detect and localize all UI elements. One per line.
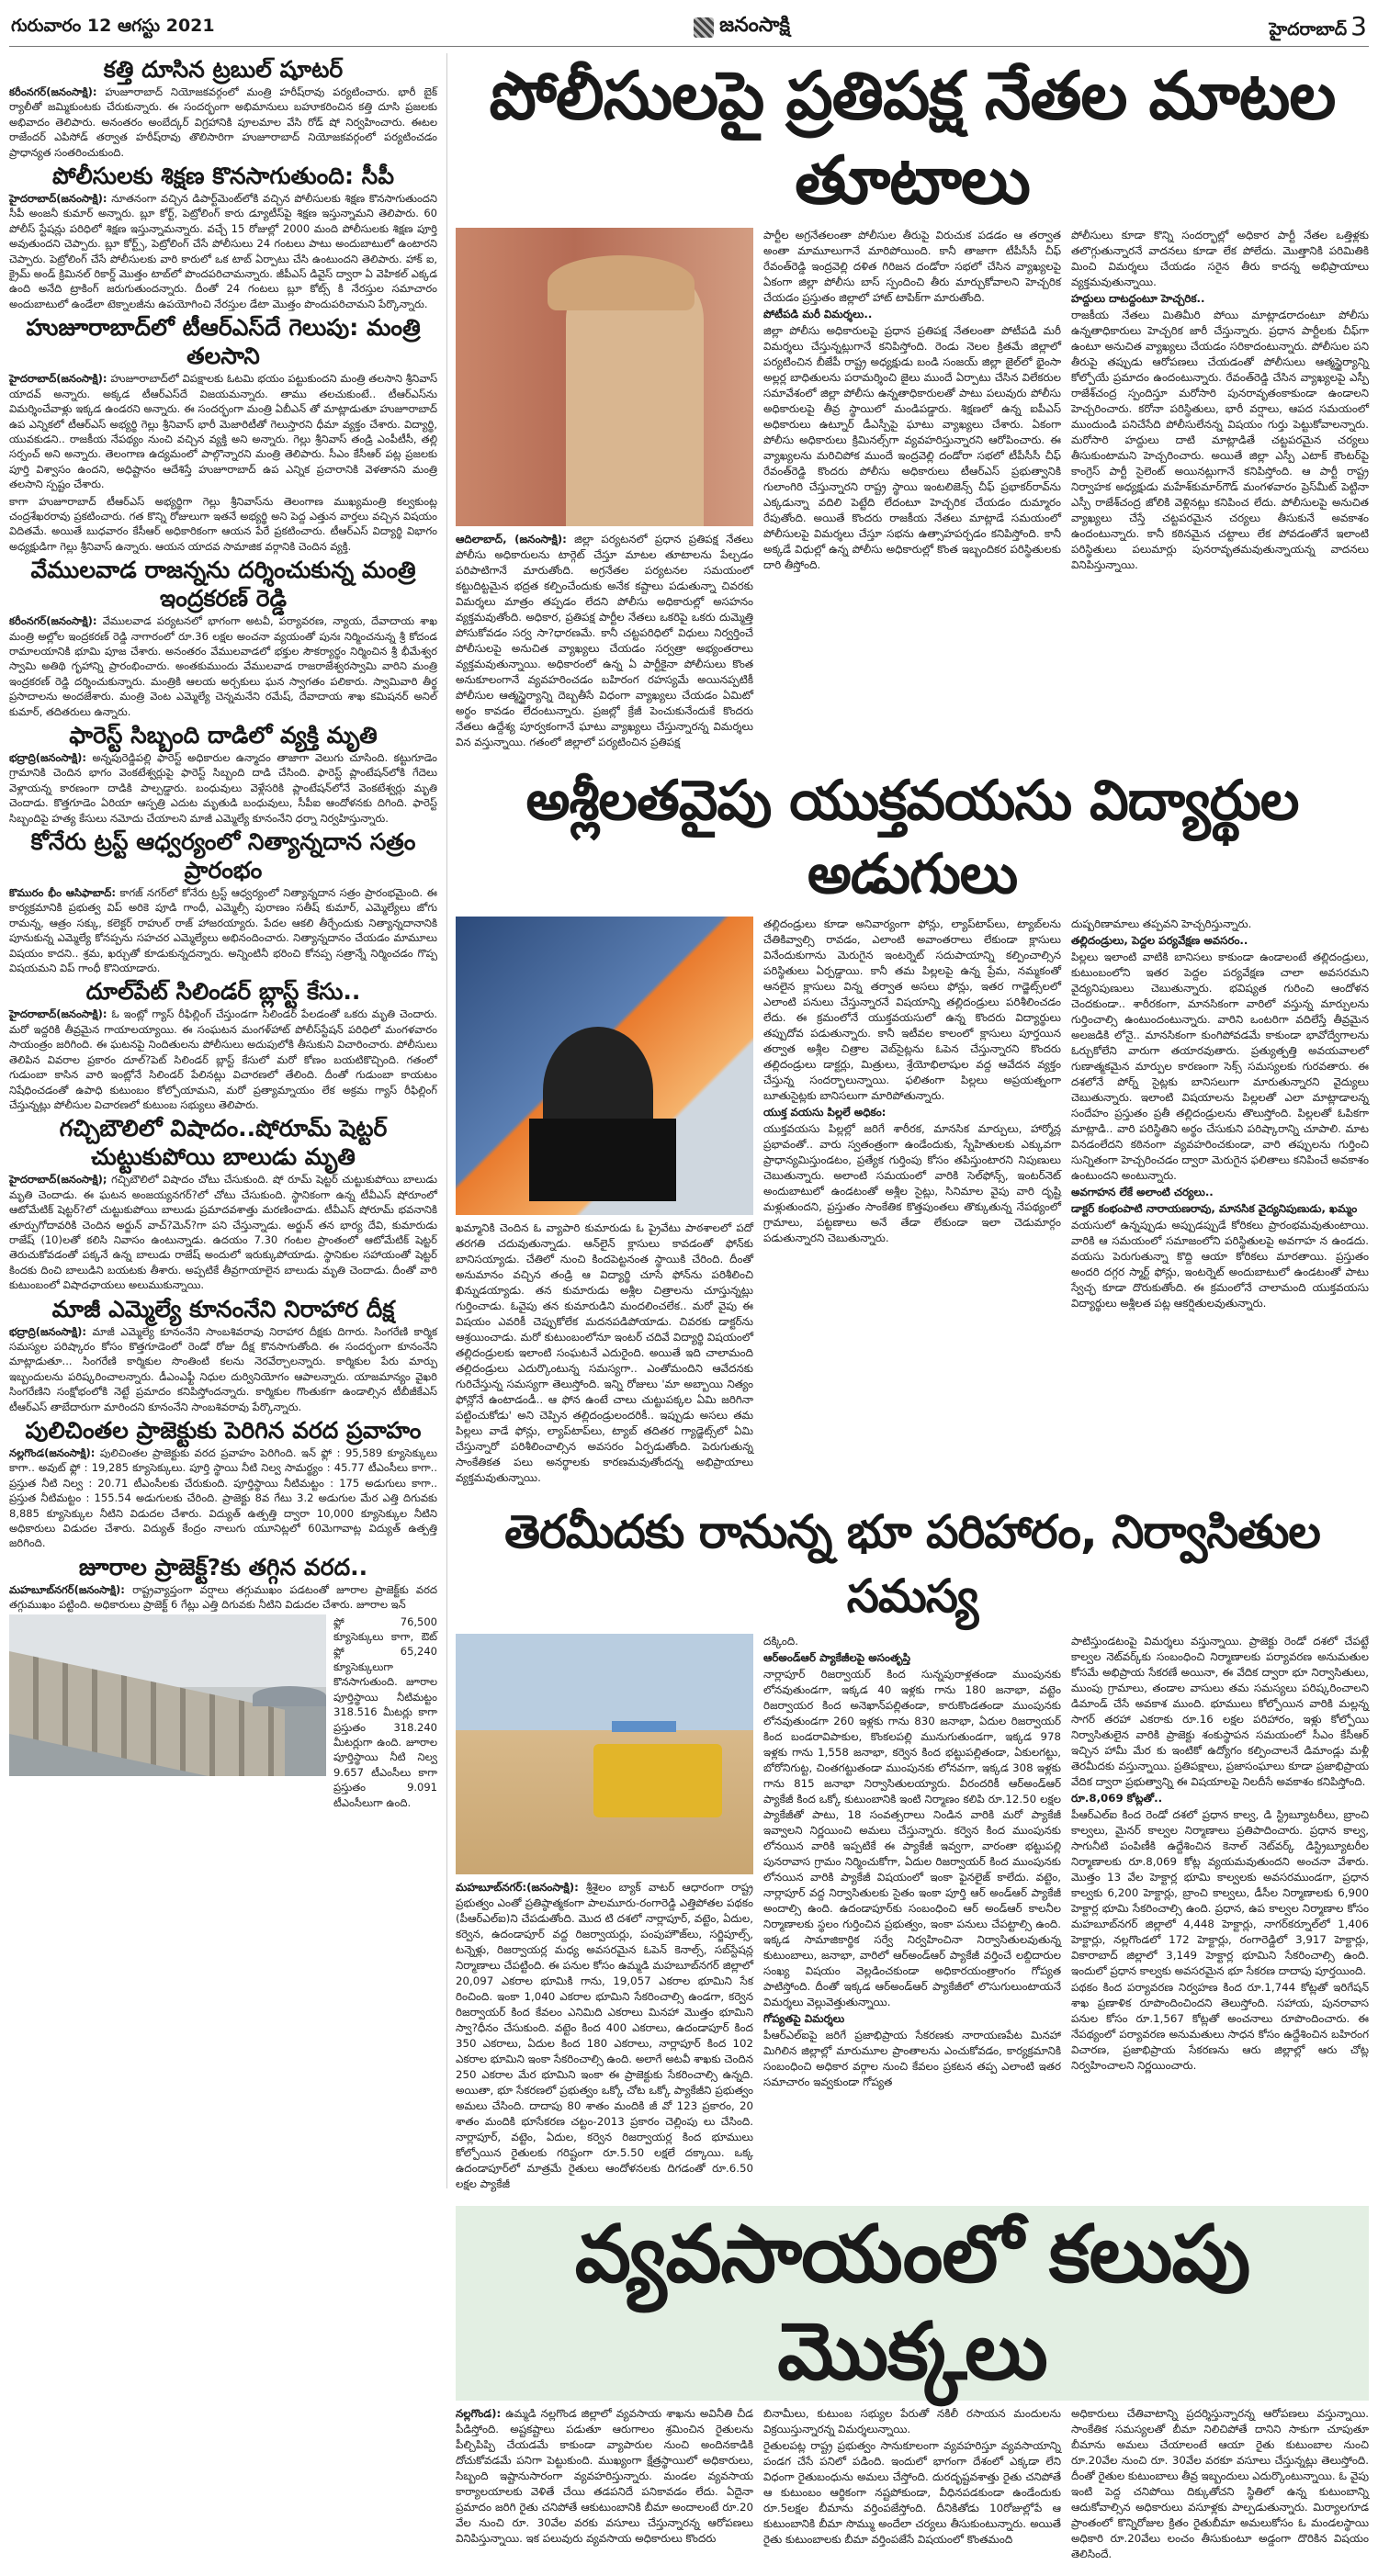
text-column xyxy=(1071,917,1369,1487)
body-text: వేములవాడ పర్యటనలో భాగంగా అటవీ, పర్యావరణ, న్యాయ, దేవాదాయ శాఖ మంత్రి అల్లోల ఇంద్రకరణ్ రెడ్డి నాగారంలో రూ.36 లక్షల అంచనా వ్యయంతో పునః నిర్మించనున్న శ్రీ కోదండ రామాలయానికి భూమి పూజ చేశారు. అనంతరం వేములవాడలో భక్తుల సౌకర్యార్థం నిర్మించిన శ్రీ భీమేశ్వర స్వామి అతిథి గృహాన్ని ప్రారంభించారు. అంతకుముందు వేములవాడ రాజరాజేశ్వరస్వామి వారిని మంత్రి ఇంద్రకరణ్ రెడ్డి దర్శించుకున్నారు. మంత్రికి ఆలయ అర్చకులు ఘన స్వాగతం పలికారు. స్వామివారి తీర్థ ప్రసాదాలను అందజేశారు. మంత్రి వెంట ఎమ్మెల్యే చెన్నమనేని రమేష్, దేవాదాయ శాఖ కమిషనర్ అనిల్ కుమార్, తదితరులు ఉన్నారు. xyxy=(9,614,437,718)
logo-icon xyxy=(694,17,714,38)
article-body xyxy=(9,1445,437,1551)
article-paragraph: జిల్లా పోలీసు అధికారులపై ప్రధాన ప్రతిపక్ష నేతలంతా పోటీపడి మరీ విమర్శలు చేస్తున్నట్లుగానే కనిపిస్తోంది. రెండు నెలల క్రితమే జిల్లాలో పర్యటించిన బీజేపీ రాష్ట్ర అధ్యక్షుడు బండి సంజయ్ జిల్లా జైల్‌లో భైంసా అల్లర్ల బాధితులను పరామర్శించి జైలు ముందే ఏర్పాటు చేసిన విలేకరుల సమావేశంలో జిల్లా పోలీసు ఉన్నతాధికారులతో పాటు పలువురు పోలీసు అధికారులపై తీవ్ర స్థాయిలో మండిపడ్డారు. శిక్షణలో ఉన్న ఐపీఎస్ అధికారులు ఉట్నూర్ డీఎస్పీపై ఘాటు వ్యాఖ్యలు చేశారు. ఏకంగా పోలీసు అధికారులు క్రిమినల్స్‌గా వ్యవహరిస్తున్నారని ఆరోపించారు. ఈ వ్యాఖ్యలను మరిచిపోక ముందే ఇంద్రవెల్లి దండోరా సభలో టీపీసీసీ చీఫ్ రేవంత్‌రెడ్డి కొందరు పోలీసు అధికారులు టీఆర్ఎస్ ప్రభుత్వానికి గులాంగిరి చేస్తున్నారని రాష్ట్ర స్థాయి ఇంటలిజెన్స్ చీఫ్ ప్రభాకర్‌రావ్‌ను ఎక్కడున్నా వదిలి పెట్టేది లేదంటూ హెచ్చరిక చేయడం దుమ్మారం రేపుతోంది. అయితే కొందరు రాజకీయ నేతలు మాట్లాడే సమయంలో పోలీసులపై విమర్శలు చేస్తూ సభను ఉత్సాహపర్చడం కనిపిస్తోంది. కానీ అక్కడే విధుల్లో ఉన్న పోలీసు అధికారుల్లో కొంత ఇబ్బందికర పరిస్థితులకు దారి తీస్తోంది. xyxy=(763,324,1061,571)
dateline: హైదరాబాద్(జనంసాక్షి): xyxy=(9,372,107,386)
article-paragraph xyxy=(1071,291,1369,307)
article-paragraph xyxy=(763,1650,1061,1666)
article-body xyxy=(9,1582,437,1613)
column-divider xyxy=(446,53,447,2188)
subheading: ఆర్అండ్ఆర్ ప్యాకేజీలపై అసంతృప్తి xyxy=(763,1651,911,1664)
text-column xyxy=(1071,2406,1369,2563)
body-text: పులిచింతల ప్రాజెక్టుకు వరద ప్రవాహం పెరిగింది. ఇన్ ఫ్లో : 95,589 క్యూసెక్కులు కాగా.. అవుట్ ఫ్లో : 19,285 క్యూసెక్కులు. పూర్తి స్థాయి నీటి నిల్వ సామర్థ్యం : 45.77 టీఎంసీలు కాగా.. ప్రస్తుత నీటి నిల్వ : 20.71 టీఎంసీలకు చేరుకుంది. పూర్తిస్థాయి నీటిమట్టం : 175 అడుగులు కాగా.. ప్రస్తుత నీటిమట్టం : 155.54 అడుగులకు చేరింది. ప్రాజెక్టు 8వ గేటు 3.2 అడుగుల మేర ఎత్తి దిగువకు 8,885 క్యూసెక్కుల నీటిని విడుదల చేశారు. విద్యుత్ ఉత్పత్తి ద్వారా 10,000 క్యూసెక్కుల నీటిని అధికారులు విడుదల చేశారు. విద్యుత్ కేంద్రం నాలుగు యూనిట్లలో 60మెగావాట్ల విద్యుత్ ఉత్పత్తి జరిగింది. xyxy=(9,1446,438,1550)
subheading: తల్లిదండ్రులు, పెద్దల పర్యవేక్షణ అవసరం.. xyxy=(1071,934,1248,947)
article-photo xyxy=(456,1634,753,1874)
article-photo xyxy=(456,917,753,1215)
body-text: కాగా హుజూరాబాద్ టీఆర్ఎస్ అభ్యర్థిగా గెల్లు శ్రీనివాస్‌ను తెలంగాణ ముఖ్యమంత్రి కల్వకుంట్ల చంద్రశేఖరరావు ప్రకటించారు. గత కొన్ని రోజులుగా ఇతనే అభ్యర్థి అని పెద్ద ఎత్తున వార్తలు వచ్చిన విషయం విదితమే. అయితే బుధవారం కేసీఆర్ అధికారికంగా ఆయన పేరే ప్రకటించారు. టీఆర్ఎస్ విద్యార్థి విభాగం అధ్యక్షుడిగా గెల్లు శ్రీనివాస్ ఉన్నారు. ఆయన యాదవ సామాజిక వర్గానికి చెందిన వ్యక్తి. xyxy=(9,494,437,553)
article-headline: పోలీసులకు శిక్షణ కొనసాగుతుంది: సీపీ xyxy=(52,163,394,190)
headline: తెరమీదకు రానున్న భూ పరిహారం, నిర్వాసితుల సమస్య xyxy=(504,1505,1320,1623)
subheading: గోప్యతపై విమర్శలు xyxy=(763,2012,845,2025)
article-paragraph xyxy=(763,1105,1061,1120)
page-number: 3 xyxy=(1350,11,1367,41)
masthead-logo: జనంసాక్షి xyxy=(694,14,790,41)
article-body xyxy=(9,1172,437,1292)
article-body xyxy=(9,84,437,160)
article-body xyxy=(9,371,437,491)
body-text: హుజూరాబాద్ నియోజకవర్గంలో మంత్రి హరీష్‌రావు పర్యటించారు. భారీ బైక్ ర్యాలీతో జమ్మికుంటకు చేరుకున్నారు. ఈ సందర్భంగా అభిమానులు బహూకరించిన కత్తి దూసి ప్రజలకు అభివాదం తెలిపారు. అనంతరం అంబేద్కర్ విగ్రహానికి పూలమాల వేసి రోడ్ షో నిర్వహించారు. ఈటల రాజేందర్ ఎపిసోడ్ తర్వాత హరీష్‌రావు తొలిసారిగా హుజూరాబాద్ నియోజకవర్గంలో పర్యటించడం ప్రాధాన్యత సంతరించుకుంది. xyxy=(9,85,438,159)
article-headline: కోనేరు ట్రస్ట్ ఆధ్వర్యంలో నిత్యాన్నదాన సత్రం ప్రారంభం xyxy=(30,828,416,884)
article-paragraph: దుష్పరిణామాలు తప్పవని హెచ్చరిస్తున్నారు. xyxy=(1071,917,1252,930)
article-paragraph: నల్లగొండ): ఉమ్మడి నల్లగొండ జిల్లాలో వ్యవసాయ శాఖను అవినీతి చీడ పీడిస్తోంది. అష్టకష్టాలు పడుతూ ఆరుగాలం శ్రమించిన రైతులను పీల్చిపిప్పి చేయడమే కాకుండా వ్యాపారుల నుంచి అందినకాడికి దోచుకోవడమే పనిగా పెట్టుకుంది. ముఖ్యంగా క్షేత్రస్థాయిలో అధికారులు, సిబ్బంది ఇష్టానుసారంగా వ్యవహరిస్తున్నారు. మండల వ్యవసాయ కార్యాలయాలకు వెళితే చేయి తడపనిదే పనికావడం లేదు. ఏదైనా ప్రమాదం జరిగి రైతు చనిపోతే ఆకుటుంబానికి బీమా అందాలంటే రూ.20 వేల నుంచి రూ. 30వేల వరకు వసూలు చేస్తున్నారన్న ఆరోపణలు వినిపిస్తున్నాయి. ఇక పలువురు వ్యవసాయ అధికారులు కొందరు xyxy=(456,2407,753,2545)
article-body xyxy=(9,494,437,555)
article-paragraph xyxy=(1071,1201,1369,1217)
article-body xyxy=(9,1324,437,1414)
article-body xyxy=(9,750,437,826)
article-paragraph: బినామీలు, కుటుంబ సభ్యుల పేరుతో నకిలీ రసాయన మందులను విక్రయిస్తున్నారన్న విమర్శలున్నాయి. xyxy=(763,2407,1061,2435)
subheading: మహబూబ్‌నగర్:(జనంసాక్షి): xyxy=(456,1881,579,1894)
article-paragraph: పీఆర్ఎల్ఐ కింద రెండో దశలో ప్రధాన కాల్వ, డి స్ట్రిబ్యూటరీలు, బ్రాంచి కాల్వలు, మైనర్ కాల్వల నిర్మాణాలు ప్రతిపాదించారు. ప్రధాన కాల్వ, సాగునీటి పంపిణీకి ఉద్దేశించిన కెనాల్ నెట్‌వర్క్ డిస్ట్రిబ్యూటరీల నిర్మాణాలకు రూ.8,069 కోట్ల వ్యయమవుతుందని అంచనా వేశారు. మొత్తం 13 వేల హెక్టార్ల భూమి కాల్వలకు అవసరముండగా, ప్రధాన కాల్వకు 6,200 హెక్టార్లు, బ్రాంచి కాల్వలు, డీసీల నిర్మాణాలకు 6,900 హెక్టార్ల భూమి సేకరించాల్సి ఉంది. ప్రధాన, ఉప కాల్వల నిర్మాణాల కోసం మహబూబ్‌నగర్ జిల్లాలో 4,448 హెక్టార్లు, నాగర్‌కర్నూల్‌లో 1,406 హెక్టార్లు, నల్లగొండలో 172 హెక్టార్లు, రంగారెడ్డిలో 3,917 హెక్టార్లు, వికారాబాద్ జిల్లాలో 3,149 హెక్టార్ల భూమిని సేకరించాల్సి ఉంది. ఇందులో ప్రధాన కాల్వకు అవసరమైన భూ సేకరణ దాదాపు పూర్తయింది. xyxy=(1071,1808,1369,1977)
subheading: డాక్టర్ కంభంపాటి నారాయణరావు, మానసిక వైద్యనిపుణుడు, ఖమ్మం xyxy=(1071,1202,1358,1215)
article-paragraph: ఖమ్మానికి చెందిన ఓ వ్యాపారి కుమారుడు ఓ ప్రైవేటు పాఠశాలలో పదో తరగతి చదువుతున్నాడు. ఆన్‌లైన్ క్లాసులు కావడంతో ఫోన్‌కు బానిసయ్యాడు. చేతిలో నుంచి కిందపెట్టనంత స్థాయికి చేరింది. దీంతో అనుమానం వచ్చిన తండ్రి ఆ విద్యార్థి చూసే ఫోన్‌ను పరిశీలించి ఖిన్నుడయ్యాడు. తన కుమారుడు అశ్లీల చిత్రాలను చూస్తున్నట్లు గుర్తించాడు. ఓవైపు తన కుమారుడిని మందలించలేక.. మరో వైపు ఈ విషయం ఎవరికీ చెప్పుకోలేక మదనపడిపోయాడు. చివరకు డాక్టర్‌ను ఆశ్రయించాడు. మరో కుటుంబంలోనూ ఇంటర్ చదివే విద్యార్థి విషయంలో తల్లిదండ్రులకు ఇలాంటి సంఘటనే ఎదురైంది. అయితే ఇది చాలామంది తల్లిదండ్రులు ఎదుర్కొంటున్న సమస్యగా.. ఎంతోమందిని ఆవేదనకు గురిచేస్తున్న సమస్యగా తెలుస్తోంది. ఇన్ని రోజులు 'మా అబ్బాయి నిత్యం ఫోన్లోనే ఉంటాడండీ.. ఆ ఫోన ఉంటే చాలు చుట్టుపక్కల ఏమి జరిగినా పట్టించుకోడు' అని చెప్పిన తల్లిదండ్రులందరికీ.. ఇప్పుడు అసలు తమ పిల్లలు వాడే ఫోన్లు, ల్యాప్‌టాప్‌లు, ట్యాబ్ తదితర గ్యాడ్జెట్స్‌లో ఏమి చేస్తున్నారో పరిశీలించాల్సిన అవసరం ఏర్పడుతోంది. పెరుగుతున్న సాంకేతికత పలు అనర్థాలకు కారణమవుతోందన్న అభిప్రాయాలు వ్యక్తమవుతున్నాయి. xyxy=(456,1221,753,1484)
text-column xyxy=(763,228,1061,751)
dateline: మహబూబ్‌నగర్(జనంసాక్షి): xyxy=(9,1582,125,1596)
subheading: యుక్త వయసు పిల్లలే అధికం: xyxy=(763,1106,887,1119)
headline: అశ్లీలతవైపు యుక్తవయసు విద్యార్థుల అడుగులు xyxy=(525,769,1299,906)
subheading: నల్లగొండ): xyxy=(456,2407,502,2420)
dateline: హైదరాబాద్(జనంసాక్షి); xyxy=(9,1173,107,1187)
left-column xyxy=(9,53,437,1810)
dateline: కరీంనగర్(జనంసాక్షి): xyxy=(9,614,97,628)
article-agriculture xyxy=(456,2206,1369,2563)
dateline: నల్లగొండ(జనంసాక్షి): xyxy=(9,1446,96,1459)
dateline: హైదరాబాద్(జనంసాక్షి): xyxy=(9,192,107,206)
article-police xyxy=(456,53,1369,751)
article-photo xyxy=(456,228,753,526)
main-column xyxy=(456,53,1369,2576)
subheading: రూ.8,069 కోట్లతో.. xyxy=(1071,1792,1163,1805)
article-paragraph: యుక్తవయసు పిల్లల్లో జరిగే శారీరక, మానసిక మార్పులు, హార్మోన్ల ప్రభావంతో.. వారు స్వతంత్రంగా ఉండేందుకు, స్నేహితులకు ఎక్కువగా ప్రాధాన్యమిస్తుండటం, ప్రత్యేక గుర్తింపు కోసం తపిస్తుంటారని నిపుణులు చెబుతున్నారు. అలాంటి సమయంలో వారికి సెల్‌ఫోన్స్, ఇంటర్‌నెట్ అందుబాటులో ఉండటంతో అశ్లీల సైట్లు, సినిమాల వైపు వారి దృష్టి మళ్లుతుందని, ప్రస్తుతం సాంకేతిక కొత్తపుంతలు తొక్కుతున్న నేపథ్యంలో గ్రామాలు, పట్టణాలు అనే తేడా లేకుండా ఇలా చెడుమార్గం పడుతున్నారని చెబుతున్నారు. xyxy=(763,1122,1061,1244)
article-headline: జూరాల ప్రాజెక్ట్?కు తగ్గిన వరద.. xyxy=(78,1553,368,1580)
body-text: గచ్చిబౌలిలో విషాదం చోటు చేసుకుంది. షో రూమ్ షెట్టర్ చుట్టుకుపోయి బాలుడు మృతి చెందాడు. ఈ ఘటన అంజయ్యనగర్?లో చోటు చేసుకుంది. స్థానికంగా ఉన్న టీవీఎస్ షోరూంలో ఆటోమేటిక్ షెట్టర్?లో చుట్టుకుపోయి బాలుడు ప్రమాదవశాత్తు మరణించాడు. టీవీఎస్ షోరూమ్ భవనానికి తూర్పుగోదావరికి చెందిన అర్జున్ వాచ్?మెన్?గా పని చేస్తున్నాడు. అర్జున్ తన భార్య దేవి, కుమారుడు రాజేష్ (10)లతో కలిసి నివాసం ఉంటున్నాడు. ఉదయం 7.30 గంటల ప్రాంతంలో ఆటోమేటిక్ షెట్టర్ తెరుచుకోవడంతో పక్కనే ఉన్న బాలుడు రాజేష్ అందులో ఇరుక్కుపోయాడు. స్థానికుల సహాయంతో షెట్టర్ కిందకు దించి బాలుడిని బయటకు తీశారు. అప్పటికే తీవ్రగాయాలైన బాలుడు మృతి చెందాడు. దీంతో వారి కుటుంబంలో విషాదఛాయలు అలుముకున్నాయి. xyxy=(9,1173,438,1292)
article-paragraph: పీఆర్ఎల్ఐపై జరిగే ప్రజాభిప్రాయ సేకరణకు నారాయణపేట మినహా మిగిలిన జిల్లాల్లో మారుమూల ప్రాంతాలను ఎంచుకోవడం, కార్యక్రమానికి సంబంధించి అధికార వర్గాల నుంచి కేవలం ప్రకటన తప్ప ఎలాంటి ఇతర సమాచారం ఇవ్వకుండా గోప్యత xyxy=(763,2029,1061,2088)
article-paragraph: నార్లాపూర్ రిజర్వాయర్ కింద సున్నపురాళ్లతండా ముంపునకు లోనవుతుండగా, ఇక్కడ 40 ఇళ్లకు గాను 180 జనాభా, వట్టెం రిజర్వాయర కింద అనెఖాన్‌పల్లితండా, కారుకొండతండా ముంపునకు లోనవుతుండగా 260 ఇళ్లకు గాను 830 జనాభా, ఏదుల రిజర్వాయర్ కింద బండరావిపాకుల, కొంకలపల్లి మునుగుతుండగా, ఇక్కడ 978 ఇళ్లకు గాను 1,558 జనాభా, కర్వెన కింద భట్టుపల్లితండా, ఏకులగట్టు, బోరోనిగుట్ట, చింతగట్టుతండా ముంపునకు లోనవగా, ఇక్కడ 308 ఇళ్లకు గాను 815 జనాభా నిర్వాసితులయ్యారు. వీరందరికీ ఆర్అండ్ఆర్ ప్యాకేజీ కింద ఒక్కో కుటుంబానికి ఇంటి నిర్మాణం కలిపి రూ.12.50 లక్షల ప్యాకేజీతో పాటు, 18 సంవత్సరాలు నిండిన వారికి మరో ప్యాకేజీ ఇవ్వాలని నిర్ణయించి అమలు చేస్తున్నారు. కర్వెన కింద ముంపునకు లోనయిన వారికి ఇప్పటికే ఈ ప్యాకేజీ ఇవ్వగా, వారంతా భట్టుపల్లి పునరావాస గ్రామం నిర్మించుకోగా, ఏదుల రిజర్వాయర్ కింద ముంపునకు లోనయిన వారికి ప్యాకేజీ విషయంలో ఇంకా ఫైనలైజ్ కాలేదు. వట్టెం, నార్లాపూర్ వద్ద నిర్వాసితులకు సైతం ఇంకా పూర్తి ఆర్ అండ్ఆర్ ప్యాకేజీ అందాల్సి ఉంది. ఉదండాపూర్‌కు సంబంధించి ఆర్ అండ్ఆర్ కాలనీల నిర్మాణాలకు స్థలం గుర్తించిన ప్రభుత్వం, ఇంకా పనులు చేపట్టాల్సి ఉంది. ఇక్కడ సామాజికార్థిక సర్వే నిర్వహించినా నిర్వాసితులవుతున్న కుటుంబాలు, జనాభా, వారిలో ఆర్అండ్ఆర్ ప్యాకేజీ వర్తించే లబ్దిదారుల సంఖ్య విషయం వెల్లడించకుండా అధికారయంత్రాంగం గోప్యత పాటిస్తోంది. దీంతో ఇక్కడ ఆర్అండ్ఆర్ ప్యాకేజీలో లొసుగులుంటాయనే విమర్శలు వెల్లువెత్తుతున్నాయి. xyxy=(763,1668,1061,2008)
text-column xyxy=(763,2406,1061,2563)
article-paragraph xyxy=(1071,933,1369,949)
body-text: ఓ ఇంట్లో గ్యాస్ రీఫిల్లింగ్ చేస్తుండగా సిలిండర్ పేలడంతో ఒకరు మృతి చెందారు. మరో ఇద్దరికి తీవ్రమైన గాయాలయ్యాయి. ఈ సంఘటన మంగళ్‌హాట్ పోలీస్‌స్టేషన్ పరిధిలో మంగళవారం సాయంత్రం జరిగింది. ఈ ఘటనపై నిందితులను పోలీసులు అదుపులోకి తీసుకుని విచారించారు. పోలీసులు తెలిపిన వివరాల ప్రకారం దూల్?పెట్ సిలిండర్ బ్లాస్ట్ కేసులో మరో కోణం బయటికొచ్చింది. గతంలో గుడుంబా కాసిన వారి ఇంట్లోనే సిలిండర్ పేలినట్లు విచారణలో తేలింది. దీంతో గుడుంబా కాయటం నిషేధించడంతో ఉపాధి కుటుంబం కోల్పోయామని, మరో ప్రత్యామ్నాయం లేక అక్రమ గ్యాస్ రీఫిల్లింగ్ చేస్తున్నట్లు పోలీసుల విచారణలో కుటుంబ సభ్యులు తెలిపారు. xyxy=(9,1007,437,1111)
article-body xyxy=(9,885,437,975)
body-text: కాగజ్ నగర్‌లో కోనేరు ట్రస్ట్ ఆధ్వర్యంలో నిత్యాన్నదాన సత్రం ప్రారంభమైంది. ఈ కార్యక్రమానికి ప్రభుత్వ విప్ అరికె పూడి గాంధీ, ఎమ్మెల్సీ పురాణం సతీష్ కుమార్, ఎమ్మెల్యేలు జోగు రామన్న, ఆత్రం సక్కు, కలెక్టర్ రాహుల్ రాజ్ హాజరయ్యారు. పేదల ఆకలి తీర్చేందుకు నిత్యాన్నదానానికి పూనుకున్న ఎమ్మెల్యే కోనప్పను సహచర ఎమ్మెల్యేలు అభినందించారు. నిత్యాన్నదానం చేయడం మామూలు విషయం కాదని.. శ్రమ, ఖర్చుతో కూడుకున్నదన్నారు. అన్నింటినీ భరించి కోనప్ప సత్రాన్నే నిర్మించడం గొప్ప విషయమని విప్ గాంధీ కొనియాడారు. xyxy=(9,886,437,975)
article-headline: పులిచింతల ప్రాజెక్టుకు పెరిగిన వరద ప్రవాహం xyxy=(25,1417,422,1444)
edition-page: హైదరాబాద్ 3 xyxy=(1269,11,1367,41)
dateline: కొమురం భీం ఆసిఫాబాద్: xyxy=(9,886,116,900)
text-column xyxy=(1071,1634,1369,2193)
text-column xyxy=(456,917,753,1487)
article-paragraph: దక్కింది. xyxy=(763,1635,798,1648)
article-paragraph xyxy=(763,307,1061,322)
dateline: హైదరాబాద్(జనంసాక్షి): xyxy=(9,1007,107,1021)
article-paragraph xyxy=(1071,1791,1369,1806)
body-text: నూతనంగా వచ్చిన డిపార్ట్‌మెంట్‌లోకి వచ్చిన పోలీసులకు శిక్షణ కొనసాగుతుందని సీపీ అంజనీ కుమార్ అన్నారు. బ్లూ కోర్ట్, పెట్రోలింగ్ కారు డ్యూటీస్‌పై శిక్షణ ఇస్తున్నామని తెలిపారు. 60 పోలీస్ స్టేషన్లు పరిధిలో శిక్షణ ఇస్తున్నామన్నారు. వచ్చే 15 రోజుల్లో 2000 మంది పోలీసులకు శిక్షణ పూర్తి అవుతుందని చెప్పారు. బ్లూ కోర్ట్స్, పెట్రోలింగ్ చేసే పోలీసులు 24 గంటలు పాటు అందుబాటులో ఉంటారని చెప్పారు. పెట్రోలింగ్ చేసే పోలీసులకు వారి కారులో ఒక టాబ్ ఏర్పాటు చేసి ఉంటుందని తెలిపారు. హాక్ ఐ, క్రైమ్ అండ్ క్రిమినల్ రికార్డ్ మొత్తం టాబ్‌లో పొందపరిచామన్నారు. జీపీఎస్ డివైస్ ద్వారా ఏ వెహికల్ ఎక్కడ ఉంది అనేది ట్రాకింగ్ జరుగుతుందన్నారు. దీంతో 24 గంటలు బ్లూ కోట్స్ కి నేరస్తుల సమాచారం అందుబాటులో ఉండేలా టెక్నాలజీను ఉపయోగించి నేరస్తుల డేటా మొత్తం పొందుపరిచామని పేర్కొన్నారు. xyxy=(9,192,437,310)
article-headline: దూల్‌పేట్ సిలిండర్ బ్లాస్ట్ కేసు.. xyxy=(85,978,361,1006)
article-headline: గచ్చిబౌలిలో విషాదం..షోరూమ్ షెట్టర్ చుట్టుకుపోయి బాలుడు మృతి xyxy=(59,1115,388,1171)
article-body xyxy=(9,191,437,311)
article-paragraph: తల్లిదండ్రులు కూడా అనివార్యంగా ఫోన్లు, ల్యాప్‌టాప్‌లు, ట్యాబ్‌లను చేతికివ్వాల్సి రావడం, ఎలాంటి అవాంతరాలు లేకుండా క్లాసులు వినేందుకుగాను మెరుగైన ఇంటర్నెట్ సదుపాయాన్ని కల్పించాల్సిన పరిస్థితులు ఏర్పడ్డాయి. కానీ తమ పిల్లలపై ఉన్న ప్రేమ, నమ్మకంతో ఆనలైన క్లాసులు విన్న తర్వాత అసలు ఫోన్లు, ఇతర గాడ్జెట్స్‌లలో ఎలాంటి పనులు చేస్తున్నారనే విషయాన్ని తల్లిదండ్రులు పరిశీలించడం లేదు. ఈ క్రమంలోనే యుక్తవయసులో ఉన్న కొందరు విద్యార్థులు తప్పుదోవ పడుతున్నారు. కానీ ఇటీవల కాలంలో క్లాసులు పూర్తయిన తర్వాత అశ్లీల చిత్రాల వెబ్‌సైట్లను ఓపెన చేస్తున్నారని కొందరు తల్లిదండ్రులు డాక్టర్లు, మిత్రులు, శ్రేయోభిలాషుల వద్ద ఆవేదన వ్యక్తం చేస్తున్న సందర్భాలున్నాయి. ఫలితంగా పిల్లలు అప్రయత్నంగా బూతుసైట్లకు బానిసలుగా మారిపోతున్నారు. xyxy=(763,917,1061,1102)
article-paragraph: రైతులపట్ల రాష్ట్ర ప్రభుత్వం సానుకూలంగా వ్యవహరిస్తూ వ్యవసాయాన్ని పండగ చేసే పనిలో పడింది. ఇందులో భాగంగా దేశంలో ఎక్కడా లేని విధంగా రైతుబంధును అమలు చేస్తోంది. దురదృష్టవశాత్తు రైతు చనిపోతే ఆ కుటుంబం ఆర్థికంగా నష్టపోకుండా, వీధినపడకుండా ఉండేందుకు రూ.5లక్షల బీమాను వర్తింపజేస్తోంది. దీనికితోడు 10రోజుల్లోపే ఆ కుటుంబానికి బీమా సొమ్ము అందేలా చర్యలు తీసుకుంటున్నారు. అయితే రైతు కుటుంబాలకు బీమా వర్తింపజేసే విషయంలో కొంతమంది xyxy=(763,2439,1061,2546)
article-paragraph: పథకం కింద పర్యావరణ నిర్వహణ కింద రూ.1,744 కోట్లతో ఇరిగేషన్ శాఖ ప్రణాళిక రూపొందించిందని తెలుస్తోంది. సహాయ, పునరావాస పనుల కోసం రూ.1,567 కోట్లతో అంచనాలు రూపొందించారు. ఈ నేపథ్యంలో పర్యావరణ అనుమతులు సాధన కోసం ఉద్దేశించిన బహిరంగ విచారణ, ప్రజాభిప్రాయ సేకరణను ఆరు జిల్లాల్లో ఆరు చోట్ల నిర్వహించాలని నిర్ణయించారు. xyxy=(1071,1981,1369,2072)
dateline: భద్రాద్రి(జనంసాక్షి): xyxy=(9,1324,86,1338)
headline: పోలీసులపై ప్రతిపక్ష నేతల మాటల తూటాలు xyxy=(489,57,1336,219)
subheading: ఆదిలాబాద్, (జనంసాక్షి): xyxy=(456,533,567,546)
header-rule xyxy=(9,46,1369,47)
page-header xyxy=(11,13,1367,42)
body-text: రాష్ట్రవ్యాప్తంగా వర్షాలు తగ్గుముఖం పడటంతో జూరాల ప్రాజెక్ట్‌కు వరద తగ్గుముఖం పట్టింది. అధికారులు ప్రాజెక్ట్ 6 గేట్లు ఎత్తి దిగువకు నీటిని విడుదల చేశారు. జూరాల ఇన్ xyxy=(9,1582,438,1612)
article-land-compensation xyxy=(456,1500,1369,2193)
photo-with-text xyxy=(9,1614,437,1810)
article-body xyxy=(9,613,437,719)
article-headline: హుజూరాబాద్‌లో టీఆర్ఎస్‌దే గెలుపు: మంత్రి తలసాని xyxy=(26,314,421,370)
article-headline: మాజీ ఎమ్మెల్యే కూనంనేని నిరాహార దీక్ష xyxy=(51,1295,395,1322)
article-headline: ఫారెస్ట్ సిబ్బంది దాడిలో వ్యక్తి మృతి xyxy=(69,722,378,748)
article-paragraph xyxy=(1071,1185,1369,1200)
article-paragraph xyxy=(763,2011,1061,2027)
text-column xyxy=(763,1634,1061,2193)
issue-date: గురువారం 12 ఆగస్టు 2021 xyxy=(11,15,215,36)
dateline: కరీంనగర్(జనంసాక్షి): xyxy=(9,85,97,98)
subheading: అవగాహన లేకే అలాంటి చర్యలు.. xyxy=(1071,1186,1214,1198)
article-headline: వేములవాడ రాజన్నను దర్శించుకున్న మంత్రి ఇంద్రకరణ్ రెడ్డి xyxy=(30,557,416,613)
article-paragraph: పోలీసులు కూడా కొన్ని సందర్భాల్లో అధికార పార్టీ నేతల ఒత్తిళ్లకు తలొగ్గుతున్నారనే వాదనలు కూడా లేక పోలేదు. మొత్తానికి పరిమితికి మించి విమర్శలు చేయడం సరైన తీరు కాదన్న అభిప్రాయాలు వ్యక్తమవుతున్నాయి. xyxy=(1071,229,1369,288)
side-text: ఫ్లో 76,500 క్యూసెక్కులు కాగా, ఔట్ ఫ్లో 65,240 క్యూసెక్కులుగా కొనసాగుతుంది. జూరాల పూర్తిస్థాయి నీటిమట్టం 318.516 మీటర్లు కాగా ప్రస్తుతం 318.240 మీటర్లుగా ఉంది. జూరాల పూర్తిస్థాయి నీటి నిల్వ 9.657 టీఎంసీలు కాగా ప్రస్తుతం 9.091 టీఎంసీలుగా ఉంది. xyxy=(333,1614,437,1809)
text-column xyxy=(456,1634,753,2193)
text-column xyxy=(763,917,1061,1487)
body-text: అన్నపురెడ్డిపల్లి ఫారెస్ట్ అధికారుల ఉన్మాదం తాజాగా వెలుగు చూసింది. కట్టుగూడెం గ్రామానికి చెందిన భాగం వెంకటేశ్వర్లుపై ఫారెస్ట్ సిబ్బంది దాడి చేసింది. ఫారెస్ట్ ప్లాంటేషన్‌లోకి గేదెలు వెళ్లాయన్న కారణంగా దాడికి పాల్పడ్డారు. బంధువులు వెళ్లేసరికి ప్లాంటేషన్‌లోనే వెంకటేశ్వర్లు మృతి చెందాడు. కొత్తగూడెం ఏరియా ఆస్పత్రి ఎదుట మృతుడి బంధువులు, సీపీఐ ఆందోళనకు దిగింది. ఫారెస్ట్ సిబ్బందిపై హత్య కేసులు నమోదు చేయాలని మాజీ ఎమ్మెల్యే కూనంనేని ధర్నా నిర్వహిస్తున్నారు. xyxy=(9,751,438,825)
article-paragraph: పిల్లలు ఇలాంటి వాటికి బానిసలు కాకుండా ఉండాలంటే తల్లిదండ్రులు, కుటుంబంలోని ఇతర పెద్దల పర్యవేక్షణ చాలా అవసరమని వైద్యనిపుణులు చెబుతున్నారు. భవిష్యత గురించి ఆందోళన చెందకుండా.. శారీరకంగా, మానసికంగా వారిలో వస్తున్న మార్పులను గుర్తించాల్సి ఉంటుందంటున్నారు. వారిని ఒంటరిగా వదిలేస్తే తీవ్రమైన అలజడికి లోనై.. మానసికంగా కుంగిపోవడమే కాకుండా భావోద్వేగాలను ఓర్చుకోలేని వారుగా తయారవుతారు. ప్రత్యుత్పత్తి అవయవాలలో గుణాత్మకమైన మార్పుల కారణంగా సెక్స్ సమస్యలకు గురవతారు. ఈ దశలోనే పోర్న్ సైట్లకు బానిసలుగా మారుతున్నారని వైద్యులు చెబుతున్నారు. ఇలాంటి విషయాలను పిల్లలతో ఎలా మాట్లాడాలన్న సందేహం ప్రస్తుతం ప్రతీ తల్లిదండ్రులను తొలుస్తోంది. పిల్లలతో ఓపికగా మాట్లాడి.. వారి పరిస్థితిని అర్థం చేసుకుని పరిష్కారాన్ని చూపాలి. మాట వినడంలేదని కఠినంగా వ్యవహరించకుండా, వారి తప్పులను గుర్తించి సున్నితంగా హెచ్చరించడం ద్వారా మెరుగైన ఫలితాలు కనిపించే అవకాశం ఉంటుందని అంటున్నారు. xyxy=(1071,951,1369,1182)
dam-photo xyxy=(9,1614,326,1776)
article-paragraph: వయసులో ఉన్నప్పుడు అప్పుడప్పుడే కోరికలు ప్రారంభమవుతుంటాయి. వారికి ఆ సమయంలో సమాజంలోని పరిస్థితులపై అవగాహ న ఉండదు. వయసు పెరుగుతున్నా కొద్ది ఆయా కోరికలు మారతాయి. ప్రస్తుతం అందరి దగ్గర స్మార్ట్ ఫోన్లు, ఇంటర్నెట్ అందుబాటులో ఉండటంతో పాటు స్వేచ్ఛ కూడా దొరుకుతోంది. ఈ క్రమంలోనే చాలామంది యుక్తవయసు విద్యార్థులు అశ్లీలత పట్ల ఆకర్షితులవుతున్నారు. xyxy=(1071,1219,1369,1310)
article-paragraph: ఆదిలాబాద్, (జనంసాక్షి): జిల్లా పర్యటనలో ప్రధాన ప్రతిపక్ష నేతలు పోలీసు అధికారులను టార్గెట్ చేస్తూ మాటల తూటాలను పేల్చడం పరిపాటిగానే మారుతోంది. అగ్రనేతల పర్యటనల సమయంలో కట్టుదిట్టమైన భద్రత కల్పించేందుకు అనేక కష్టాలు పడుతున్నా చివరకు విమర్శలు మాత్రం తప్పడం లేదని పోలీసు అధికారుల్లో అసహనం వ్యక్తమవుతోంది. అధికార, ప్రతిపక్ష పార్టీల నేతలు ఒకరిపై ఒకరు దుమ్మెత్తి పోసుకోవడం సర్వ సా?ధారణమే. కానీ చట్టపరిధిలో విధులు నిర్వర్తించే పోలీసులపై అనుచిత వ్యాఖ్యలు చేయడం సర్వత్రా అభ్యంతరాలు వ్యక్తమవుతున్నాయి. అధికారంలో ఉన్న ఏ పార్టీకైనా పోలీసులు కొంత అనుకూలంగానే వ్యవహరించడం బహిరంగ రహస్యమే అయినప్పటికీ పోలీసుల ఆత్మస్థైర్యాన్ని దెబ్బతీసే విధంగా వ్యాఖ్యలు చేయడం ఏమిటో అర్థం కావడం లేదంటున్నారు. ప్రజల్లో క్రేజీ పెంచుకునేందుకే కొందరు నేతలు ఉద్దేశ్య పూర్వకంగానే ఘాటు వ్యాఖ్యలు చేస్తున్నారన్న విమర్శలు విన వస్తున్నాయి. గతంలో జిల్లాలో పర్యటించిన ప్రతిపక్ష xyxy=(456,533,753,748)
body-text: హుజూరాబాద్‌లో విపక్షాలకు ఓటమి భయం పట్టుకుందని మంత్రి తలసాని శ్రీనివాస్ యాదవ్ అన్నారు. అక్కడ టీఆర్ఎస్‌దే విజయమన్నారు. తాము తలచుకుంటే.. టీఆర్ఎస్‌ను విమర్శించేవాళ్లు ఇక్కడ ఉండరని అన్నారు. ఈ సందర్భంగా మంత్రి ఏబీఎన్ తో మాట్లాడుతూ హుజూరాబాద్ ఉప ఎన్నికలో టీఆర్ఎస్ అభ్యర్థి గెల్లు శ్రీనివాస్ భారీ మెజారిటీతో గెలుస్తారని ధీమా వ్యక్తం చేశారు. విద్యార్థి, యువకుడని.. రాజకీయ నేపథ్యం నుంచి వచ్చిన వ్యక్తి అని అన్నారు. గెల్లు శ్రీనివాస్ తండ్రి ఎంపీటీసీ, తల్లి సర్పంచ్ అని అన్నారు. తెలంగాణ ఉద్యమంలో పాల్గొన్నారని మంత్రి తెలిపారు. సీఎం కేసీఆర్ పట్ల ప్రజలకు పూర్తి విశ్వాసం ఉందని, అధిష్టానం ఆదేశిస్తే హుజూరాబాద్ ఉప ఎన్నిక ప్రచారానికి వెళతానని మంత్రి తలసాని స్పష్టం చేశారు. xyxy=(9,372,438,491)
article-paragraph: రాజకీయ నేతలు మితిమీరి పోయి మాట్లాడరాదంటూ పోలీసు ఉన్నతాధికారులు హెచ్చరిక జారీ చేస్తున్నారు. ప్రధాన పార్టీలకు చీఫ్‌గా ఉంటూ అనుచిత వ్యాఖ్యలు చేయడం సరికాదంటున్నారు. పోలీసుల పని తీరుపై తప్పుడు ఆరోపణలు చేయడంతో పోలీసులు ఆత్మస్థైర్యాన్ని కోల్పోయే ప్రమాదం ఉందంటున్నారు. రేవంత్‌రెడ్డి చేసిన వ్యాఖ్యలపై ఎస్పీ రాజేశ్‌చంద్ర స్పందిస్తూ మరోసారి పునరావృతంకాకుండా ఉండాలని హెచ్చరించారు. కరోనా పరిస్థితులు, భారీ వర్షాలు, ఆపద సమయంలో ముందుండి పనిచేసేది పోలీసులేనన్న విషయం గుర్తు పెట్టుకోవాలన్నారు. మరోసారి హద్దులు దాటి మాట్లాడితే చట్టపరమైన చర్యలు తీసుకుంటామని హెచ్చరించారు. అయితే జిల్లా ఎస్పీ ఎటాక్ కౌంటర్‌పై కాంగ్రెస్ పార్టీ సైలెంట్ అయినట్లుగానే కనిపిస్తోంది. ఆ పార్టీ రాష్ట్ర నిర్వాహక అధ్యక్షుడు మహేశ్‌కుమార్‌గౌడ్ మంగళవారం ప్రెస్‌మీట్ పెట్టినా ఎస్పీ రాజేశ్‌చంద్ర జోలికి వెళ్లినట్లు కనిపించ లేదు. పోలీసులపై అనుచిత వ్యాఖ్యలు చేస్తే చట్టపరమైన చర్యలు తీసుకునే అవకాశం ఉందంటున్నారు. కానీ కఠినమైన చట్టాలు లేక పోవడంతోనే ఇలాంటి పరిస్థితులు పలుమార్లు పునరావృతమవుతున్నాయన్న వాదనలు వినిపిస్తున్నాయి. xyxy=(1071,309,1369,571)
article-headline: కత్తి దూసిన ట్రబుల్ షూటర్ xyxy=(103,56,344,83)
text-column xyxy=(456,228,753,751)
text-column xyxy=(1071,228,1369,751)
body-text: మాజీ ఎమ్మెల్యే కూనంనేని సాంబశివరావు నిరాహార దీక్షకు దిగారు. సింగరేణి కార్మిక సమస్యల పరిష్కారం కోసం కొత్తగూడెంలో రెండో రోజు దీక్ష కొనసాగుతోంది. ఈ సందర్భంగా కూనంనేని మాట్లాడుతూ... సింగరేణి కార్మికుల సొంతింటి కలను నెరవేర్చాలన్నారు. కార్మికుల పేరు మార్పు ఇబ్బందులను పరిష్కరించాలన్నారు. డీఎంఎఫ్టీ నిధుల దుర్వినియోగం ఆపాలన్నారు. యాజమాన్యం వైఖరి సింగరేణిని సంక్షోభంలోకి నెట్టే ప్రమాదం కనిపిస్తోందన్నారు. కార్మికుల గొంతుకగా ఉండాల్సిన టీబీజీకేఎస్ టీఆర్ఎస్ తాబేదారుగా మారిందని కూనంనేని సాంబశివరావు పేర్కొన్నారు. xyxy=(9,1324,437,1413)
article-obscenity xyxy=(456,764,1369,1487)
dateline: భద్రాద్రి(జనంసాక్షి): xyxy=(9,751,86,764)
article-paragraph: అధికారులు చేతివాటాన్ని ప్రదర్శిస్తున్నారన్న ఆరోపణలు వస్తున్నాయి. సాంకేతిక సమస్యలతో బీమా నిలిచిపోతే దానిని సాకుగా చూపుతూ బీమాను అమలు చేయాలంటే ఆయా రైతు కుటుంబాల నుంచి రూ.20వేల నుంచి రూ. 30వేల వరకూ వసూలు చేస్తున్నట్లు తెలుస్తోంది. దీంతో రైతుల కుటుంబాలు తీవ్ర ఇబ్బందులు ఎదుర్కొంటున్నాయి. ఓ వైపు ఇంటి పెద్ద చనిపోయి దిక్కుతోచని స్థితిలో ఉన్న కుటుంబాన్ని ఆదుకోవాల్సిన అధికారులు వసూళ్లకు పాల్పడుతున్నారు. మిర్యాలగూడ ప్రాంతంలో కొన్నిరోజుల క్రితం రైతుబీమా అమలుకోసం ఓ మండలస్థాయి అధికారి రూ.20వేలు లంచం తీసుకుంటూ అడ్డంగా దొరికిన విషయం తెలిసిందే. xyxy=(1071,2407,1369,2560)
headline: వ్యవసాయంలో కలుపు మొక్కలు xyxy=(456,2206,1369,2401)
text-column xyxy=(456,2406,753,2563)
article-body xyxy=(9,1007,437,1112)
article-paragraph: పాటిస్తుండటంపై విమర్శలు వస్తున్నాయి. ప్రాజెక్టు రెండో దశలో చేపట్టే కాల్వల నెట్‌వర్క్‌కు సంబంధించి నిర్మాణాలకు పర్యావరణ అనుమతుల కోసమే అభిప్రాయ సేకరణే అయినా, ఈ వేదిక ద్వారా భూ నిర్వాసితులు, ముంపు గ్రామాలు, తండాల వాసులు తమ సమస్యలు పరిష్కరించాలని డిమాండ్ చేసే అవకాశ ముంది. భూములు కోల్పోయిన వారికి మల్లన్న సాగర్ తరహా ఎకరాకు రూ.16 లక్షల పరిహారం, ఇళ్లు కోల్పోయి నిర్వాసితులైన వారికి ప్రాజెక్టు శంకుస్థాపన సమయంలో సీఎం కేసీఆర్ ఇచ్చిన హామీ మేర కు ఇంటికో ఉద్యోగం కల్పించాలనే డిమాండ్లు మళ్లీ తెరమీదకు వస్తున్నాయి. ప్రతిపక్షాలు, ప్రజాసంఘాలు కూడా ప్రజాభిప్రాయ వేదిక ద్వారా ప్రభుత్వాన్ని ఈ విషయాలపై నిలదీసే అవకాశం కనిపిస్తోంది. xyxy=(1071,1635,1369,1788)
subheading: పోటీపడి మరీ విమర్శలు.. xyxy=(763,308,873,321)
article-paragraph: మహబూబ్‌నగర్:(జనంసాక్షి): శ్రీశైలం బ్యాక్ వాటర్ ఆధారంగా రాష్ట్ర ప్రభుత్వం ఎంతో ప్రతిష్ఠాత్మకంగా పాలమూరు-రంగారెడ్డి ఎత్తిపోతల పథకం (పీఆర్ఎల్ఐ)ని చేపడుతోంది. మొద టి దశలో నార్లాపూర్, వట్టెం, ఏదుల, కర్వెన, ఉదండాపూర్ వద్ద రిజర్వాయర్లు, పంపుహౌజ్‌లు, సర్జిపూల్స్, టన్నెళ్లు, రిజర్వాయర్ల మధ్య అవసరమైన ఓపెన్ కెనాల్స్, సబ్‌స్టేషన్ల నిర్మాణాలు చేపట్టింది. ఈ పనుల కోసం ఉమ్మడి మహబూబ్‌నగర్ జిల్లాలో 20,097 ఎకరాల భూమికి గాను, 19,057 ఎకరాల భూమిని సేక రించింది. ఇంకా 1,040 ఎకరాల భూమిని సేకరించాల్సి ఉండగా, కర్వెన రిజర్వాయర్ కింద కేవలం ఎనిమిది ఎకరాలు మినహా మొత్తం భూమిని స్వా?ధీనం చేసుకుంది. వట్టెం కింద 400 ఎకరాలు, ఉదండాపూర్ కింద 350 ఎకరాలు, ఏదుల కింద 180 ఎకరాలు, నార్లాపూర్ కింద 102 ఎకరాల భూమిని ఇంకా సేకరించాల్సి ఉంది. అలాగే అటవీ శాఖకు చెందిన 250 ఎకరాల మేర భూమిని ఇంకా ఈ ప్రాజెక్టుకు సేకరించాల్సి ఉన్నది. అయితా, భూ సేకరణలో ప్రభుత్వం ఒక్కో చోట ఒక్కో ప్యాకేజీని ప్రభుత్వం అమలు చేసింది. దాదాపు 80 శాతం మందికి జీ వో 123 ప్రకారం, 20 శాతం మందికి భూసేకరణ చట్టం-2013 ప్రకారం చెల్లింపు లు చేసింది. నార్లాపూర్, వట్టెం, ఏదుల, కర్వెన రిజర్వాయర్ల కింద భూములు కోల్పోయిన రైతులకు గరిష్టంగా రూ.5.50 లక్షలే దక్కాయి. ఒక్క ఉదండాపూర్‌లో మాత్రమే రైతులు ఆందోళనలకు దిగడంతో రూ.6.50 లక్షల ప్యాకేజీ xyxy=(456,1881,753,2190)
article-paragraph: పార్టీల అగ్రనేతలంతా పోలీసుల తీరుపై విరుచుక పడడం ఆ తర్వాత అంతా మామూలుగానే మారిపోయింది. కానీ తాజాగా టీపీసీసీ చీఫ్ రేవంత్‌రెడ్డి ఇంద్రవెల్లి దళిత గిరిజన దండోరా సభలో చేసిన వ్యాఖ్యలపై ఏకంగా జిల్లా పోలీసు బాస్ స్పందించి తీరు మార్చుకోవాలని హెచ్చరిక చేయడం ప్రస్తుతం జిల్లాలో హాట్ టాపిక్‌గా మారుతోంది. xyxy=(763,229,1061,304)
subheading: హద్దులు దాటద్దంటూ హెచ్చరిక.. xyxy=(1071,292,1205,305)
